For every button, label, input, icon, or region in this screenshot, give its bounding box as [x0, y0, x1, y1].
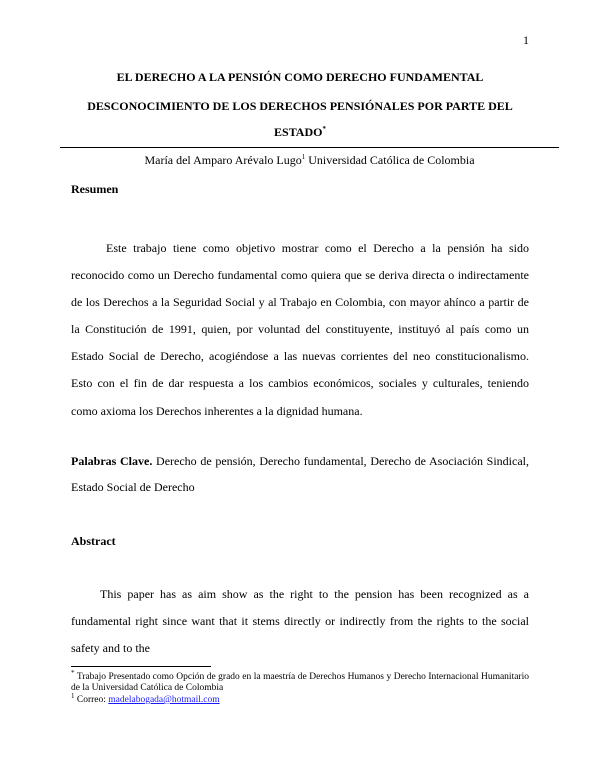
- title-line-2: DESCONOCIMIENTO DE LOS DERECHOS PENSIÓNALES POR PARTE DEL: [87, 99, 513, 113]
- title-rule: [60, 147, 559, 148]
- footnote-2-prefix: Correo:: [74, 695, 109, 705]
- title-line-3: [70, 126, 530, 138]
- title-line-1: EL DERECHO A LA PENSIÓN COMO DERECHO FUNDAMENTAL: [116, 70, 484, 84]
- footnote-rule: [71, 666, 211, 667]
- footnote-1: [71, 668, 529, 694]
- footnote-1-mark: *: [71, 668, 75, 677]
- author-affiliation: Universidad Católica de Colombia: [305, 153, 475, 167]
- abstract-heading: Abstract: [71, 534, 116, 548]
- abstract-paragraph: This paper has as aim show as the right to the pension has been recognized as a fundamental right since want that it stems directly or indirectly from the rights to the social safety and to the: [71, 587, 529, 656]
- author-footnote-mark: 1: [301, 153, 306, 161]
- author-name: María del Amparo Arévalo Lugo: [144, 153, 302, 167]
- author-line: [60, 153, 559, 168]
- keywords-label: Palabras Clave.: [71, 454, 153, 468]
- footnote-1-text: Trabajo Presentado como Opción de grado en la maestría de Derechos Humanos y Derecho Internacional Humanitario de la Universidad Católica de Colombia: [71, 672, 529, 693]
- resumen-heading: Resumen: [71, 182, 119, 196]
- resumen-paragraph: Este trabajo tiene como objetivo mostrar como el Derecho a la pensión ha sido reconocido como un Derecho fundamental como quiera que se deriva directa o indirectamente de los Derechos a la Seguridad Social y al Trabajo en Colombia, con mayor ahínco a partir de la Constitución de 1991, quien, por voluntad del constituyente, instituyó al país como un Estado Social de Derecho, acogiéndose a las nuevas corrientes del neo constitucionalismo. Esto con el fin de dar respuesta a los cambios económicos, sociales y culturales, teniendo como axioma los Derechos inherentes a la dignidad humana.: [71, 241, 529, 418]
- keywords-paragraph: [71, 448, 529, 500]
- footnote-2: [71, 691, 529, 706]
- email-link[interactable]: madelabogada@hotmail.com: [108, 695, 220, 705]
- footnote-2-mark: 1: [71, 691, 75, 700]
- page-number: 1: [523, 33, 529, 47]
- title-footnote-mark: *: [322, 125, 326, 133]
- title-line-3-text: ESTADO: [274, 125, 323, 139]
- keywords-text: Derecho de pensión, Derecho fundamental, Derecho de Asociación Sindical, Estado Social de Derecho: [71, 454, 529, 494]
